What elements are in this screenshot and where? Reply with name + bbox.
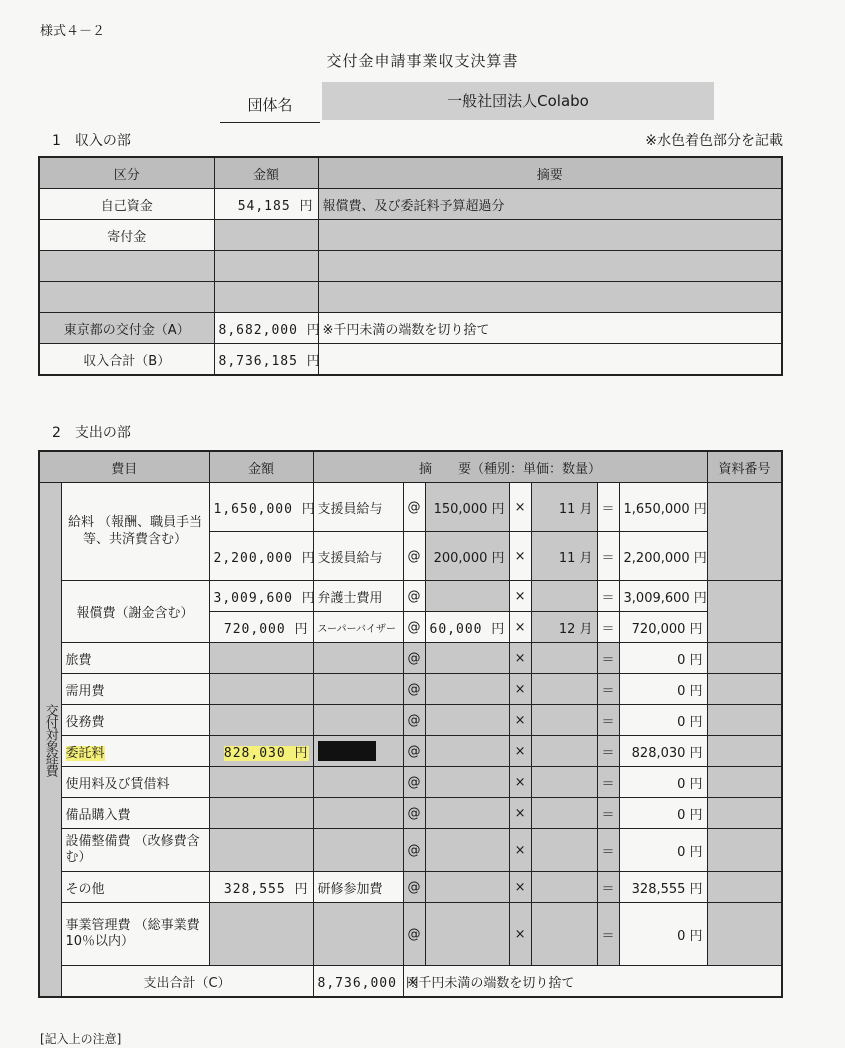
equals-sign: ＝	[597, 705, 619, 736]
equals-sign: ＝	[597, 674, 619, 705]
expense-amount[interactable]: 3,009,600 円	[209, 581, 313, 612]
income-col-category: 区分	[39, 157, 214, 189]
at-sign: @	[403, 872, 425, 903]
expense-kind[interactable]	[313, 674, 403, 705]
doc-number[interactable]	[707, 798, 782, 829]
at-sign: @	[403, 581, 425, 612]
expense-item-name: 需用費	[61, 674, 209, 705]
income-remarks[interactable]	[318, 251, 782, 282]
quantity[interactable]	[531, 736, 597, 767]
income-category: 収入合計（B）	[39, 344, 214, 376]
line-total: 0 円	[619, 767, 707, 798]
table-row	[39, 872, 782, 903]
times-sign: ×	[509, 767, 531, 798]
at-sign: @	[403, 705, 425, 736]
reward-label: 報償費（謝金含む）	[61, 581, 209, 643]
footnote: [記入上の注意]	[40, 1032, 122, 1046]
org-label: 団体名	[220, 88, 320, 123]
expense-kind[interactable]	[313, 829, 403, 872]
line-total: 3,009,600 円	[619, 581, 707, 612]
salary-label: 給料 （報酬、職員手当等、共済費含む）	[61, 483, 209, 581]
equals-sign: ＝	[597, 829, 619, 872]
line-total: 1,650,000 円	[619, 483, 707, 532]
unit-price[interactable]	[425, 798, 509, 829]
org-name-field[interactable]: 一般社団法人Colabo	[322, 82, 714, 120]
income-category[interactable]	[39, 282, 214, 313]
expense-item-name: 設備整備費 （改修費含む）	[61, 829, 209, 872]
income-col-remarks: 摘要	[318, 157, 782, 189]
income-amount[interactable]	[214, 251, 318, 282]
times-sign: ×	[509, 829, 531, 872]
income-amount: 8,682,000 円	[214, 313, 318, 344]
table-row	[39, 674, 782, 705]
unit-price[interactable]	[425, 872, 509, 903]
line-total: 0 円	[619, 903, 707, 966]
table-row	[39, 736, 782, 767]
highlighted-amount: 828,030 円	[223, 745, 309, 761]
expense-kind[interactable]: 支援員給与	[313, 483, 403, 532]
equals-sign: ＝	[597, 612, 619, 643]
table-row	[39, 581, 782, 612]
unit-price[interactable]	[425, 643, 509, 674]
at-sign: @	[403, 532, 425, 581]
expense-item-name: 役務費	[61, 705, 209, 736]
line-total: 0 円	[619, 705, 707, 736]
equals-sign: ＝	[597, 532, 619, 581]
expense-amount[interactable]	[209, 674, 313, 705]
expense-amount[interactable]	[209, 736, 313, 767]
unit-price[interactable]	[425, 767, 509, 798]
expense-item-name: 旅費	[61, 643, 209, 674]
income-category: 自己資金	[39, 189, 214, 220]
equals-sign: ＝	[597, 872, 619, 903]
times-sign: ×	[509, 612, 531, 643]
expense-kind[interactable]: スーパーバイザー	[313, 612, 403, 643]
income-remarks	[318, 344, 782, 376]
expense-amount[interactable]	[209, 767, 313, 798]
expense-item-name: 使用料及び賃借料	[61, 767, 209, 798]
table-row	[39, 705, 782, 736]
table-row	[39, 251, 782, 282]
equals-sign: ＝	[597, 736, 619, 767]
line-total: 0 円	[619, 829, 707, 872]
quantity[interactable]	[531, 798, 597, 829]
at-sign: @	[403, 829, 425, 872]
quantity[interactable]	[531, 767, 597, 798]
at-sign: @	[403, 736, 425, 767]
doc-number[interactable]	[707, 581, 782, 643]
times-sign: ×	[509, 483, 531, 532]
times-sign: ×	[509, 674, 531, 705]
expense-item-name: その他	[61, 872, 209, 903]
expense-col-item: 費目	[39, 451, 209, 483]
table-row	[39, 189, 782, 220]
expense-item-name	[61, 736, 209, 767]
expense-kind[interactable]: 研修参加費	[313, 872, 403, 903]
line-total: 0 円	[619, 674, 707, 705]
quantity[interactable]	[531, 581, 597, 612]
quantity[interactable]	[531, 829, 597, 872]
at-sign: @	[403, 643, 425, 674]
expense-amount[interactable]: 2,200,000 円	[209, 532, 313, 581]
quantity[interactable]: 11 月	[531, 532, 597, 581]
unit-price[interactable]: 60,000 円	[425, 612, 509, 643]
income-heading: 1 収入の部	[52, 133, 131, 149]
quantity[interactable]	[531, 903, 597, 966]
page-title: 交付金申請事業収支決算書	[326, 52, 519, 70]
income-amount[interactable]	[214, 282, 318, 313]
unit-price[interactable]	[425, 674, 509, 705]
line-total: 2,200,000 円	[619, 532, 707, 581]
times-sign: ×	[509, 643, 531, 674]
unit-price[interactable]	[425, 736, 509, 767]
expense-kind[interactable]	[313, 798, 403, 829]
doc-number[interactable]	[707, 767, 782, 798]
quantity[interactable]	[531, 674, 597, 705]
expense-amount[interactable]: 328,555 円	[209, 872, 313, 903]
income-remarks[interactable]	[318, 220, 782, 251]
unit-price[interactable]	[425, 829, 509, 872]
table-row	[39, 643, 782, 674]
expense-item-name: 備品購入費	[61, 798, 209, 829]
times-sign: ×	[509, 736, 531, 767]
at-sign: @	[403, 483, 425, 532]
form-code: 様式４－２	[40, 24, 106, 39]
income-note: ※水色着色部分を記載	[645, 133, 783, 149]
expense-total-remarks: ※千円未満の端数を切り捨て	[403, 966, 782, 998]
equals-sign: ＝	[597, 643, 619, 674]
expense-kind[interactable]	[313, 705, 403, 736]
expense-item-name: 事業管理費 （総事業費10％以内）	[61, 903, 209, 966]
unit-price[interactable]: 200,000 円	[425, 532, 509, 581]
income-category: 寄付金	[39, 220, 214, 251]
equals-sign: ＝	[597, 767, 619, 798]
unit-price[interactable]	[425, 705, 509, 736]
doc-number[interactable]	[707, 872, 782, 903]
times-sign: ×	[509, 798, 531, 829]
doc-number[interactable]	[707, 903, 782, 966]
line-total: 328,555 円	[619, 872, 707, 903]
highlighted-item-name: 委託料	[65, 745, 105, 761]
table-row	[39, 767, 782, 798]
redaction-block	[318, 741, 376, 761]
line-total: 0 円	[619, 798, 707, 829]
table-row	[39, 798, 782, 829]
income-amount: 8,736,185 円	[214, 344, 318, 376]
times-sign: ×	[509, 903, 531, 966]
at-sign: @	[403, 612, 425, 643]
expense-total-amount: 8,736,000 円	[313, 966, 403, 998]
unit-price[interactable]: 150,000 円	[425, 483, 509, 532]
expense-kind[interactable]	[313, 903, 403, 966]
times-sign: ×	[509, 705, 531, 736]
quantity[interactable]: 11 月	[531, 483, 597, 532]
at-sign: @	[403, 903, 425, 966]
times-sign: ×	[509, 872, 531, 903]
quantity[interactable]	[531, 643, 597, 674]
table-row	[39, 903, 782, 966]
equals-sign: ＝	[597, 798, 619, 829]
income-col-amount: 金額	[214, 157, 318, 189]
expense-amount[interactable]	[209, 705, 313, 736]
table-row	[39, 966, 782, 998]
income-remarks[interactable]	[318, 282, 782, 313]
doc-number[interactable]	[707, 643, 782, 674]
expense-amount[interactable]	[209, 829, 313, 872]
expense-kind[interactable]	[313, 643, 403, 674]
at-sign: @	[403, 674, 425, 705]
expense-table	[38, 450, 783, 998]
income-table	[38, 156, 783, 376]
expense-kind[interactable]	[313, 736, 403, 767]
expense-col-docno: 資料番号	[707, 451, 782, 483]
expense-kind[interactable]: 弁護士費用	[313, 581, 403, 612]
income-amount[interactable]	[214, 220, 318, 251]
eligible-expense-label: 交付対象経費	[39, 483, 61, 998]
doc-number[interactable]	[707, 483, 782, 581]
expense-amount[interactable]: 1,650,000 円	[209, 483, 313, 532]
line-total: 720,000 円	[619, 612, 707, 643]
expense-heading: 2 支出の部	[52, 425, 131, 441]
income-category[interactable]	[39, 251, 214, 282]
income-category: 東京都の交付金（A）	[39, 313, 214, 344]
at-sign: @	[403, 798, 425, 829]
table-row	[39, 220, 782, 251]
doc-number[interactable]	[707, 674, 782, 705]
expense-amount[interactable]	[209, 903, 313, 966]
equals-sign: ＝	[597, 903, 619, 966]
expense-total-label: 支出合計（C）	[61, 966, 313, 998]
equals-sign: ＝	[597, 483, 619, 532]
expense-kind[interactable]	[313, 767, 403, 798]
table-row	[39, 829, 782, 872]
expense-col-remarks: 摘 要（種別：単価：数量）	[313, 451, 707, 483]
expense-amount[interactable]: 720,000 円	[209, 612, 313, 643]
doc-number[interactable]	[707, 705, 782, 736]
at-sign: @	[403, 767, 425, 798]
expense-amount[interactable]	[209, 798, 313, 829]
table-row	[39, 483, 782, 532]
table-row	[39, 344, 782, 376]
doc-number[interactable]	[707, 736, 782, 767]
times-sign: ×	[509, 532, 531, 581]
doc-number[interactable]	[707, 829, 782, 872]
unit-price[interactable]	[425, 581, 509, 612]
unit-price[interactable]	[425, 903, 509, 966]
expense-col-amount: 金額	[209, 451, 313, 483]
line-total: 0 円	[619, 643, 707, 674]
expense-kind[interactable]: 支援員給与	[313, 532, 403, 581]
income-remarks: ※千円未満の端数を切り捨て	[318, 313, 782, 344]
table-row	[39, 313, 782, 344]
line-total: 828,030 円	[619, 736, 707, 767]
expense-amount[interactable]	[209, 643, 313, 674]
equals-sign: ＝	[597, 581, 619, 612]
income-remarks[interactable]: 報償費、及び委託料予算超過分	[318, 189, 782, 220]
quantity[interactable]: 12 月	[531, 612, 597, 643]
quantity[interactable]	[531, 705, 597, 736]
income-amount[interactable]: 54,185 円	[214, 189, 318, 220]
table-row	[39, 282, 782, 313]
quantity[interactable]	[531, 872, 597, 903]
times-sign: ×	[509, 581, 531, 612]
